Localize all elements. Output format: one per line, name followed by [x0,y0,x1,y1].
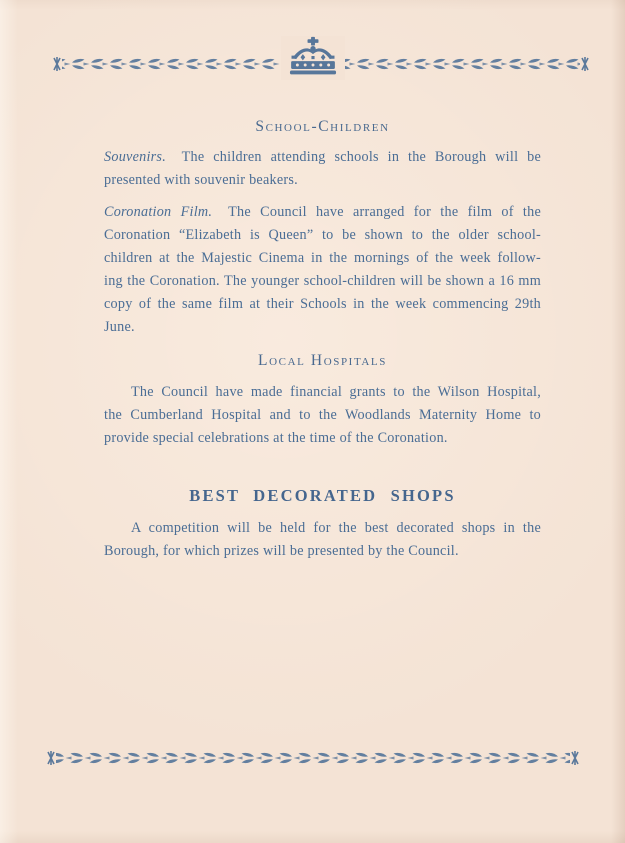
text-line: copy of the same film at their Schools in the week commencing 29th [104,296,541,312]
text-line [104,201,541,224]
text-line: provide special celebrations at the time of the Coronation. [104,430,448,446]
text-line: presented with souvenir beakers. [104,172,298,188]
paragraph-hospital-grants [104,381,541,450]
text-line-content: The children attending schools in the Borough will be [181,149,541,165]
paragraph-souvenirs [104,146,541,192]
paragraph-coronation-film [104,201,541,339]
crown-icon [281,36,345,80]
laurel-border-bottom-icon [46,749,580,767]
text-line-content: The Council have arranged for the film of the [228,204,541,220]
text-line: ing the Coronation. The younger school-children will be shown a 16 mm [104,273,541,289]
text-line: Coronation “Elizabeth is Queen” to be shown to the older school- [104,227,541,243]
text-line: Borough, for which prizes will be presented by the Council. [104,543,459,559]
text-line: The Council have made financial grants to the Wilson Hospital, [131,384,541,400]
paragraph-shop-competition [104,517,541,563]
text-line [104,146,541,169]
heading-local-hospitals: Local Hospitals [258,352,387,369]
paragraph-lead-italic: Coronation Film. [104,204,213,220]
heading-school-children: School-Children [255,118,390,135]
text-column [104,118,541,563]
paragraph-lead-italic: Souvenirs. [104,149,167,165]
text-line: June. [104,319,135,335]
text-line: the Cumberland Hospital and to the Woodlands Maternity Home to [104,407,541,423]
heading-best-decorated-shops: BEST DECORATED SHOPS [189,486,456,505]
text-line: A competition will be held for the best decorated shops in the [131,520,541,536]
text-line: children at the Majestic Cinema in the mornings of the week follow- [104,250,541,266]
